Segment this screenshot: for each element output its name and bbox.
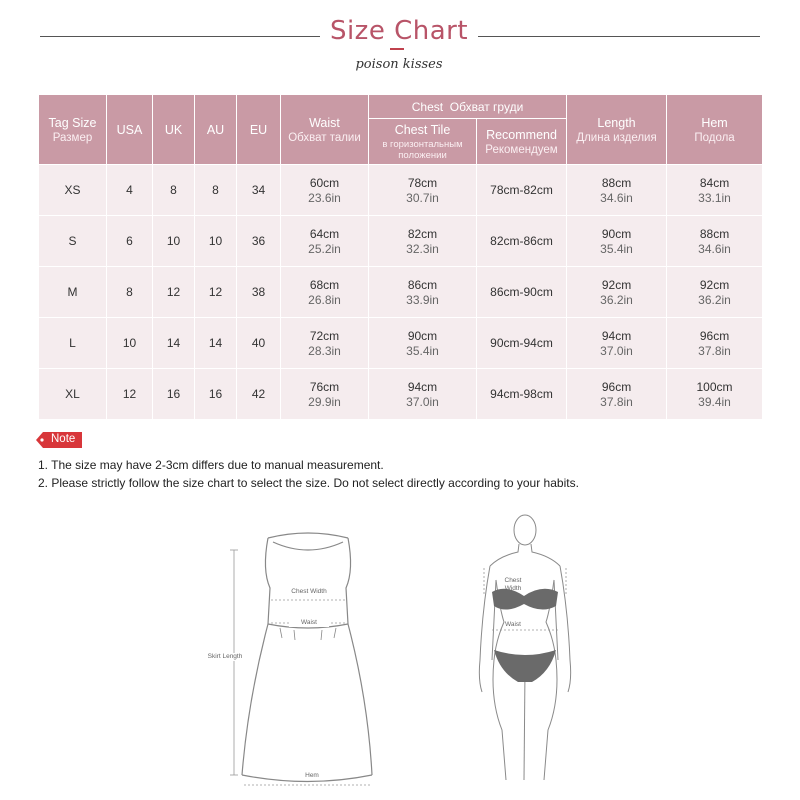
cell-length-in: 37.0in xyxy=(600,343,633,358)
cell-recommend-value: 94cm-98cm xyxy=(490,387,553,401)
note-line-1: 1. The size may have 2-3cm differs due to manual measurement. xyxy=(38,458,384,472)
cell-au xyxy=(195,165,237,216)
cell-au xyxy=(195,216,237,267)
cell-uk xyxy=(153,165,195,216)
cell-length xyxy=(567,267,667,318)
cell-chest-tile xyxy=(369,165,477,216)
cell-chest-cm: 82cm xyxy=(407,226,438,241)
cell-size-value: XL xyxy=(65,387,80,401)
note-badge xyxy=(36,432,82,448)
body-waist-label: Waist xyxy=(504,621,521,628)
cell-usa xyxy=(107,165,153,216)
cell-hem xyxy=(667,216,763,267)
cell-recommend-value: 78cm-82cm xyxy=(490,183,553,197)
dress-chest-label: Chest Width xyxy=(291,588,327,595)
body-leg-split xyxy=(524,670,525,780)
header-rule-left xyxy=(40,36,320,37)
cell-au-value: 8 xyxy=(212,183,219,197)
header-tag-size-ru: Размер xyxy=(52,131,93,144)
cell-length xyxy=(567,318,667,369)
cell-eu xyxy=(237,267,281,318)
cell-waist-in: 29.9in xyxy=(308,394,341,409)
brand-subtitle: poison kisses xyxy=(355,57,443,72)
cell-waist-cm: 72cm xyxy=(309,328,340,343)
cell-size-value: M xyxy=(67,285,78,299)
cell-uk-value: 12 xyxy=(166,285,181,299)
cell-length-cm: 88cm xyxy=(601,175,632,190)
header-hem-ru: Подола xyxy=(694,131,735,144)
cell-chest-cm: 90cm xyxy=(407,328,438,343)
cell-usa-value: 12 xyxy=(122,387,137,401)
cell-waist-in: 28.3in xyxy=(308,343,341,358)
cell-recommend-value: 82cm-86cm xyxy=(490,234,553,248)
header-rule-right xyxy=(478,36,760,37)
cell-waist-in: 25.2in xyxy=(308,241,341,256)
cell-au-value: 12 xyxy=(208,285,223,299)
cell-length-in: 36.2in xyxy=(600,292,633,307)
cell-usa-value: 6 xyxy=(126,234,133,248)
header-waist xyxy=(281,95,369,165)
cell-waist xyxy=(281,267,369,318)
dress-neckline xyxy=(268,533,348,538)
cell-usa xyxy=(107,216,153,267)
cell-recommend xyxy=(477,369,567,420)
header-au: AU xyxy=(195,95,237,165)
cell-size xyxy=(39,165,107,216)
cell-eu-value: 42 xyxy=(251,387,266,401)
body-chest-label: Chest Width xyxy=(504,577,522,592)
cell-waist-cm: 64cm xyxy=(309,226,340,241)
dress-right-side xyxy=(346,538,351,624)
table-row xyxy=(39,318,763,369)
cell-waist xyxy=(281,318,369,369)
cell-length-cm: 92cm xyxy=(601,277,632,292)
header-eu: EU xyxy=(237,95,281,165)
cell-hem-in: 34.6in xyxy=(698,241,731,256)
header-hem xyxy=(667,95,763,165)
header-length xyxy=(567,95,667,165)
cell-length-in: 35.4in xyxy=(600,241,633,256)
cell-au xyxy=(195,267,237,318)
cell-recommend-value: 90cm-94cm xyxy=(490,336,553,350)
cell-size-value: L xyxy=(69,336,76,350)
cell-usa-value: 10 xyxy=(122,336,137,350)
cell-hem-in: 33.1in xyxy=(698,190,731,205)
body-shoulders xyxy=(490,544,560,566)
cell-waist xyxy=(281,216,369,267)
header-chest-tile xyxy=(369,119,477,165)
cell-chest-cm: 94cm xyxy=(407,379,438,394)
cell-size xyxy=(39,267,107,318)
cell-hem xyxy=(667,165,763,216)
cell-chest-in: 33.9in xyxy=(406,292,439,307)
body-head xyxy=(514,515,536,545)
cell-uk-value: 14 xyxy=(166,336,181,350)
dress-skirt-left xyxy=(242,624,268,775)
header-hem-label: Hem xyxy=(701,115,728,130)
cell-usa-value: 4 xyxy=(126,183,133,197)
header-chest-group xyxy=(369,95,567,119)
header-usa: USA xyxy=(107,95,153,165)
dress-pleats xyxy=(280,628,336,640)
cell-eu xyxy=(237,318,281,369)
cell-au-value: 14 xyxy=(208,336,223,350)
cell-eu-value: 34 xyxy=(251,183,266,197)
table-row xyxy=(39,369,763,420)
cell-uk xyxy=(153,369,195,420)
size-table xyxy=(38,94,763,420)
cell-uk-value: 8 xyxy=(170,183,177,197)
cell-length xyxy=(567,369,667,420)
cell-hem xyxy=(667,369,763,420)
cell-waist xyxy=(281,369,369,420)
dress-hem-label: Hem xyxy=(298,772,326,780)
cell-hem-in: 39.4in xyxy=(698,394,731,409)
header-length-label: Length xyxy=(597,115,636,130)
cell-waist xyxy=(281,165,369,216)
cell-hem-cm: 100cm xyxy=(696,379,733,394)
header-waist-label: Waist xyxy=(309,115,340,130)
header-chest-tile-label: Chest Tile xyxy=(394,122,451,137)
header-chest-ru: Обхват груди xyxy=(449,99,524,114)
cell-size xyxy=(39,216,107,267)
cell-chest-tile xyxy=(369,216,477,267)
cell-length-cm: 96cm xyxy=(601,379,632,394)
cell-uk-value: 10 xyxy=(166,234,181,248)
size-table-body xyxy=(39,165,763,420)
cell-length-cm: 90cm xyxy=(601,226,632,241)
body-briefs xyxy=(494,650,556,682)
page-title: Size Chart xyxy=(329,16,469,46)
cell-uk xyxy=(153,216,195,267)
header-recommend-label: Recommend xyxy=(486,127,557,142)
header-chest-label: Chest xyxy=(411,99,444,114)
cell-length-cm: 94cm xyxy=(601,328,632,343)
body-diagram xyxy=(466,510,584,792)
cell-chest-tile xyxy=(369,267,477,318)
note-badge-label: Note xyxy=(51,433,76,445)
cell-length xyxy=(567,216,667,267)
cell-eu-value: 36 xyxy=(251,234,266,248)
dress-skirt-length-label: Skirt Length xyxy=(200,653,250,661)
header-tag-size xyxy=(39,95,107,165)
dress-skirt-right xyxy=(348,624,372,775)
cell-size xyxy=(39,369,107,420)
cell-waist-in: 26.8in xyxy=(308,292,341,307)
cell-chest-in: 37.0in xyxy=(406,394,439,409)
cell-length-in: 37.8in xyxy=(600,394,633,409)
cell-hem xyxy=(667,318,763,369)
cell-recommend xyxy=(477,216,567,267)
dress-waist-label: Waist xyxy=(289,619,329,627)
header-tag-size-label: Tag Size xyxy=(48,115,97,130)
cell-waist-cm: 60cm xyxy=(309,175,340,190)
cell-hem-in: 37.8in xyxy=(698,343,731,358)
cell-uk xyxy=(153,267,195,318)
cell-length-in: 34.6in xyxy=(600,190,633,205)
cell-eu-value: 38 xyxy=(251,285,266,299)
cell-size xyxy=(39,318,107,369)
dress-left-side xyxy=(265,538,270,624)
dress-neck-inner xyxy=(273,542,343,550)
cell-recommend xyxy=(477,165,567,216)
cell-uk-value: 16 xyxy=(166,387,181,401)
cell-waist-cm: 76cm xyxy=(309,379,340,394)
cell-usa-value: 8 xyxy=(126,285,133,299)
cell-hem-cm: 96cm xyxy=(699,328,730,343)
cell-au xyxy=(195,318,237,369)
cell-recommend xyxy=(477,318,567,369)
cell-chest-cm: 78cm xyxy=(407,175,438,190)
header-chest-tile-ru: в горизонтальным положении xyxy=(382,138,463,161)
cell-au-value: 16 xyxy=(208,387,223,401)
cell-eu xyxy=(237,216,281,267)
cell-chest-cm: 86cm xyxy=(407,277,438,292)
table-row xyxy=(39,165,763,216)
dress-diagram xyxy=(198,530,376,792)
cell-chest-in: 30.7in xyxy=(406,190,439,205)
cell-usa xyxy=(107,369,153,420)
cell-chest-in: 32.3in xyxy=(406,241,439,256)
cell-hem-cm: 88cm xyxy=(699,226,730,241)
note-line-2: 2. Please strictly follow the size chart to select the size. Do not select directly according to your habits. xyxy=(38,476,579,490)
cell-length xyxy=(567,165,667,216)
cell-chest-tile xyxy=(369,318,477,369)
title-accent xyxy=(390,48,404,50)
cell-uk xyxy=(153,318,195,369)
cell-au xyxy=(195,369,237,420)
cell-recommend xyxy=(477,267,567,318)
cell-hem-in: 36.2in xyxy=(698,292,731,307)
cell-waist-in: 23.6in xyxy=(308,190,341,205)
header-waist-ru: Обхват талии xyxy=(288,131,361,144)
cell-usa xyxy=(107,267,153,318)
cell-au-value: 10 xyxy=(208,234,223,248)
header-uk: UK xyxy=(153,95,195,165)
cell-eu xyxy=(237,369,281,420)
cell-chest-tile xyxy=(369,369,477,420)
cell-eu xyxy=(237,165,281,216)
cell-hem-cm: 84cm xyxy=(699,175,730,190)
cell-hem xyxy=(667,267,763,318)
cell-recommend-value: 86cm-90cm xyxy=(490,285,553,299)
header-length-ru: Длина изделия xyxy=(576,131,657,144)
header-recommend xyxy=(477,119,567,165)
cell-size-value: XS xyxy=(64,183,81,197)
cell-usa xyxy=(107,318,153,369)
cell-chest-in: 35.4in xyxy=(406,343,439,358)
cell-eu-value: 40 xyxy=(251,336,266,350)
cell-hem-cm: 92cm xyxy=(699,277,730,292)
header-recommend-ru: Рекомендуем xyxy=(485,143,558,156)
table-row xyxy=(39,216,763,267)
table-row xyxy=(39,267,763,318)
cell-waist-cm: 68cm xyxy=(309,277,340,292)
cell-size-value: S xyxy=(68,234,77,248)
